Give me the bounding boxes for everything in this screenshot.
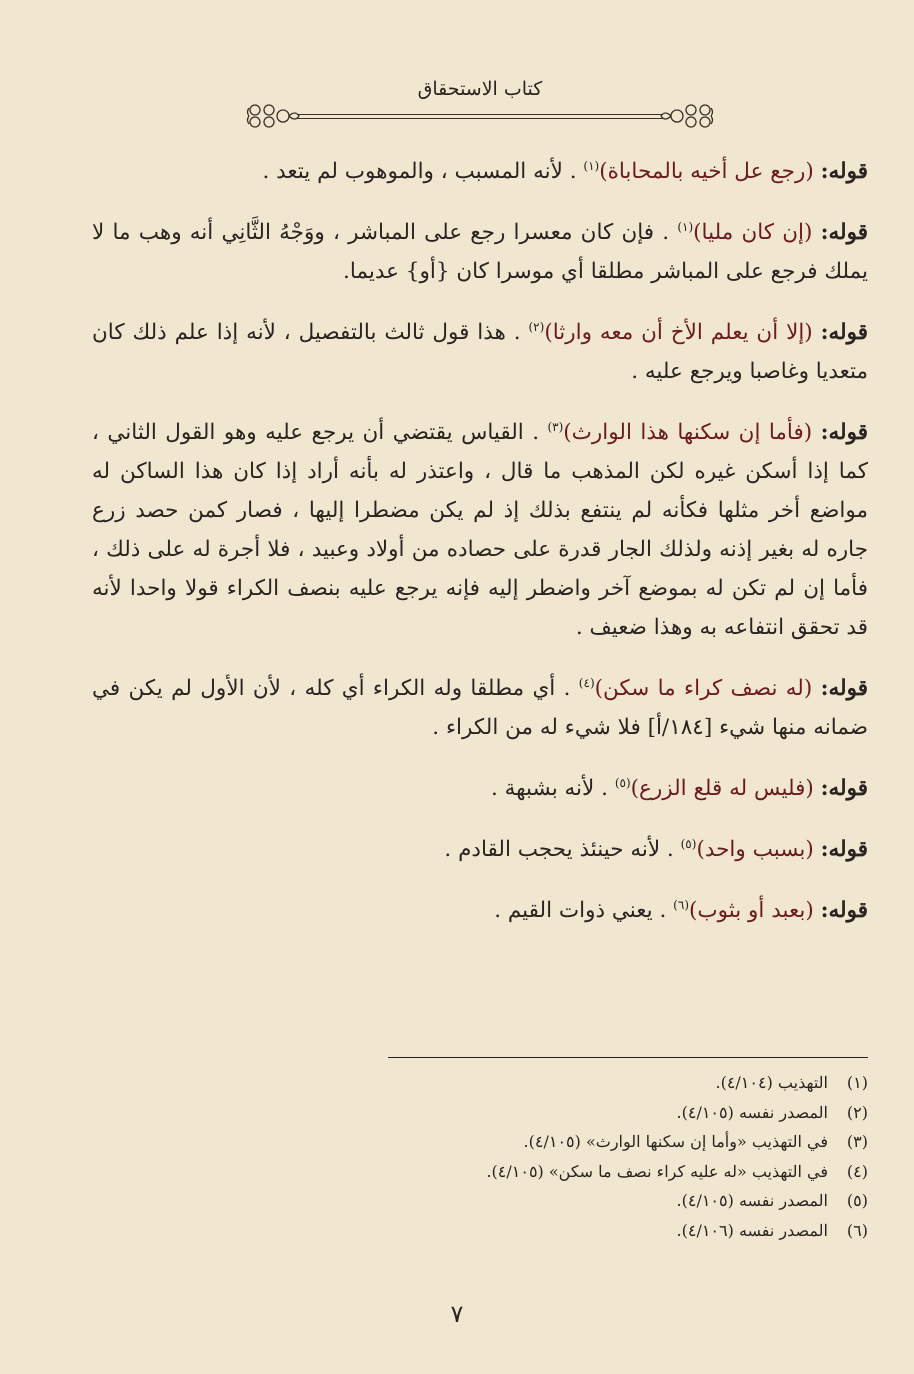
quoted-phrase: (إن كان مليا) [693,220,813,245]
paragraph-text: . لأنه حينئذ يحجب القادم . [444,837,674,862]
quoted-phrase: (فليس له قلع الزرع) [630,776,814,801]
footnote-ref: (٤) [578,675,595,690]
footnote-ref: (٢) [528,319,545,334]
page-number: ٧ [450,1300,464,1328]
footnote-text: المصدر نفسه (٤/١٠٥). [676,1102,828,1122]
footnote-text: في التهذيب «وأما إن سكنها الوارث» (٤/١٠٥). [523,1132,828,1151]
paragraph-label: قوله: [820,220,868,245]
footnote-number: (١) [846,1073,868,1092]
paragraph-label: قوله: [820,776,868,801]
paragraph-label: قوله: [820,676,868,701]
paragraph [92,769,868,808]
footnote [40,1157,868,1187]
footnote-list [40,1068,868,1245]
footnote-number: (٢) [846,1102,868,1122]
footnote [40,1127,868,1157]
paragraph-label: قوله: [820,837,868,862]
running-header [245,78,715,128]
footnote-ref: (٥) [680,836,697,851]
paragraph-label: قوله: [820,420,868,445]
footnote-ref: (٦) [673,897,689,912]
paragraph-text: . القياس يقتضي أن يرجع عليه وهو القول الثاني ، كما إذا أسكن غيره لكن المذهب ما قال ، واعتذر له بأنه أراد إذا كان هذا الساكن له مواضع أخر مثلها فكأنه لم ينتفع بذلك إذ لم يكن مضطرا إليها ، فصار كمن حصد زرع جاره له بغير إذنه ولذلك الجار قدرة على حصاده من أولاد وعبيد ، فلا أجرة له على ذلك ، فأما إن لم تكن له بموضع آخر واضطر إليه فإنه يرجع عليه بنصف الكراء قولا واحدا لأنه قد تحقق انتفاعه به وهذا ضعيف . [92,420,868,640]
footnote [40,1068,868,1098]
quoted-phrase: (إلا أن يعلم الأخ أن معه وارثا) [544,320,813,345]
footnote [40,1186,868,1216]
footnote-number: (٦) [846,1220,868,1240]
footnote-ref: (٥) [614,775,631,790]
quoted-phrase: (فأما إن سكنها هذا الوارث) [563,420,813,445]
decorative-scroll-icon [659,100,715,132]
header-rule-thin [297,118,663,119]
paragraph [92,313,868,391]
footnote-text: المصدر نفسه (٤/١٠٥). [676,1191,828,1210]
paragraph [92,213,868,291]
decorative-scroll-icon [245,100,301,132]
paragraph-text: . فإن كان معسرا رجع على المباشر ، ووَجْهُ الثَّانِي أنه وهب ما لا يملك فرجع على المباشر مطلقا أي موسرا كان {أو} عديما. [92,220,868,284]
footnote [40,1098,868,1128]
footnote-number: (٣) [846,1132,868,1151]
footnote-ref: (٣) [547,419,564,434]
main-text [92,152,868,952]
footnote-ref: (١) [677,219,694,234]
paragraph-text: . هذا قول ثالث بالتفصيل ، لأنه إذا علم ذلك كان متعديا وغاصبا ويرجع عليه . [92,320,868,384]
footnote [40,1216,868,1246]
quoted-phrase: (له نصف كراء ما سكن) [594,676,813,701]
paragraph [92,413,868,647]
header-rule [297,114,663,115]
footnote-text: المصدر نفسه (٤/١٠٦). [676,1220,828,1240]
footnote-text: في التهذيب «له عليه كراء نصف ما سكن» (٤/١٠٥). [486,1161,828,1181]
paragraph-label: قوله: [820,159,868,184]
paragraph-text: . لأنه بشبهة . [490,776,608,801]
footnote-text: التهذيب (٤/١٠٤). [715,1073,828,1092]
paragraph [92,669,868,747]
footnote-number: (٤) [846,1161,868,1181]
paragraph-text: . يعني ذوات القيم . [494,898,667,923]
quoted-phrase: (رجع عل أخيه بالمحاباة) [599,159,814,184]
paragraph-label: قوله: [820,898,868,923]
paragraph-label: قوله: [820,320,868,345]
paragraph [92,891,868,930]
quoted-phrase: (بسبب واحد) [696,837,814,862]
quoted-phrase: (بعبد أو بثوب) [689,898,814,923]
footnote-ref: (١) [583,158,600,173]
footnote-number: (٥) [846,1191,868,1210]
paragraph [92,830,868,869]
header-title: كتاب الاستحقاق [417,78,543,100]
paragraph-text: . أي مطلقا وله الكراء أي كله ، لأن الأول لم يكن في ضمانه منها شيء [١٨٤/أ] فلا شيء له من الكراء . [92,676,868,740]
paragraph-text: . لأنه المسبب ، والموهوب لم يتعد . [262,159,577,184]
footnote-separator [388,1057,868,1058]
paragraph [92,152,868,191]
